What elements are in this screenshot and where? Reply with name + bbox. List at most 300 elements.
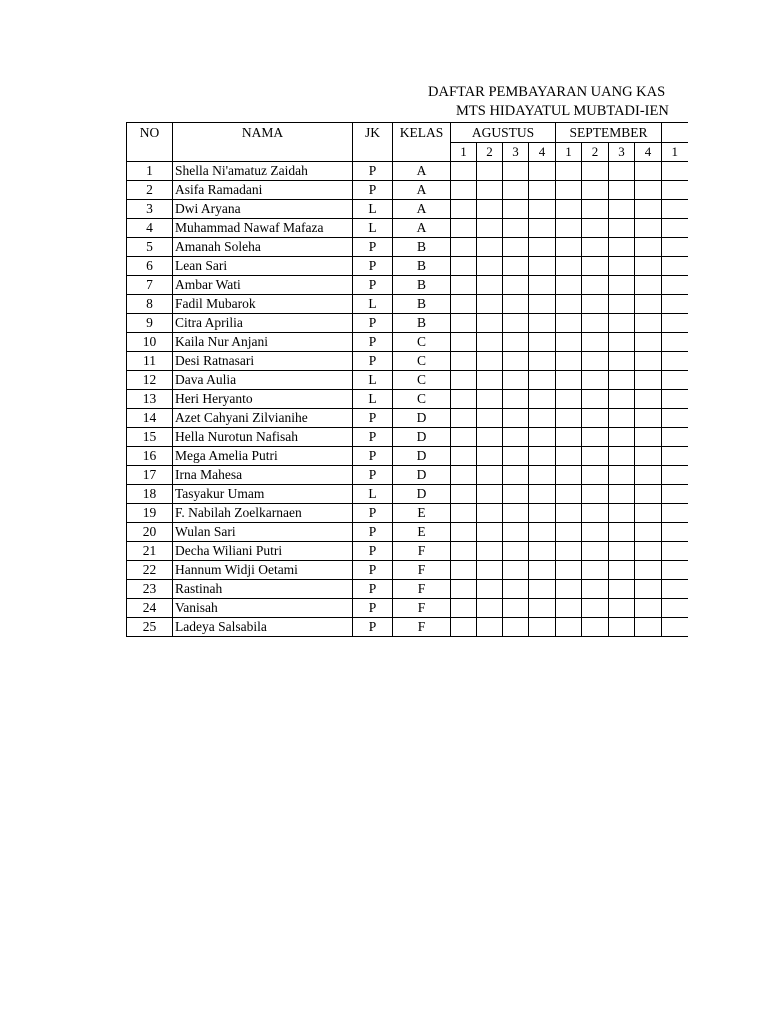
student-jk[interactable]: P (353, 466, 393, 485)
payment-cell[interactable] (582, 257, 609, 276)
payment-cell[interactable] (451, 618, 477, 637)
payment-cell[interactable] (609, 428, 635, 447)
payment-cell[interactable] (662, 485, 688, 504)
payment-cell[interactable] (582, 428, 609, 447)
student-kelas[interactable]: B (393, 257, 451, 276)
payment-cell[interactable] (582, 181, 609, 200)
student-jk[interactable]: P (353, 238, 393, 257)
student-no[interactable]: 11 (127, 352, 173, 371)
payment-cell[interactable] (529, 599, 556, 618)
student-jk[interactable]: L (353, 390, 393, 409)
payment-cell[interactable] (556, 219, 582, 238)
payment-cell[interactable] (451, 238, 477, 257)
payment-cell[interactable] (503, 409, 529, 428)
student-name[interactable]: Desi Ratnasari (173, 352, 353, 371)
student-jk[interactable]: P (353, 276, 393, 295)
payment-cell[interactable] (451, 409, 477, 428)
student-jk[interactable]: P (353, 181, 393, 200)
payment-cell[interactable] (582, 371, 609, 390)
student-name[interactable]: Shella Ni'amatuz Zaidah (173, 162, 353, 181)
payment-cell[interactable] (609, 504, 635, 523)
payment-cell[interactable] (609, 181, 635, 200)
payment-cell[interactable] (556, 200, 582, 219)
student-name[interactable]: Hella Nurotun Nafisah (173, 428, 353, 447)
payment-cell[interactable] (662, 276, 688, 295)
payment-cell[interactable] (477, 618, 503, 637)
student-kelas[interactable]: B (393, 238, 451, 257)
student-kelas[interactable]: F (393, 618, 451, 637)
payment-cell[interactable] (477, 390, 503, 409)
payment-cell[interactable] (609, 162, 635, 181)
payment-cell[interactable] (556, 561, 582, 580)
payment-cell[interactable] (451, 485, 477, 504)
payment-cell[interactable] (635, 295, 662, 314)
student-jk[interactable]: L (353, 200, 393, 219)
payment-cell[interactable] (503, 257, 529, 276)
payment-cell[interactable] (529, 162, 556, 181)
payment-cell[interactable] (556, 390, 582, 409)
payment-cell[interactable] (529, 390, 556, 409)
student-no[interactable]: 23 (127, 580, 173, 599)
payment-cell[interactable] (451, 466, 477, 485)
payment-cell[interactable] (662, 447, 688, 466)
student-no[interactable]: 2 (127, 181, 173, 200)
payment-cell[interactable] (477, 295, 503, 314)
payment-cell[interactable] (609, 390, 635, 409)
student-jk[interactable]: L (353, 371, 393, 390)
payment-cell[interactable] (582, 314, 609, 333)
student-no[interactable]: 16 (127, 447, 173, 466)
student-kelas[interactable]: C (393, 352, 451, 371)
payment-cell[interactable] (477, 314, 503, 333)
payment-cell[interactable] (556, 428, 582, 447)
payment-cell[interactable] (529, 371, 556, 390)
student-no[interactable]: 19 (127, 504, 173, 523)
student-name[interactable]: Dwi Aryana (173, 200, 353, 219)
payment-cell[interactable] (635, 333, 662, 352)
payment-cell[interactable] (609, 542, 635, 561)
student-jk[interactable]: P (353, 523, 393, 542)
payment-cell[interactable] (582, 504, 609, 523)
payment-cell[interactable] (529, 561, 556, 580)
payment-cell[interactable] (609, 580, 635, 599)
payment-cell[interactable] (529, 295, 556, 314)
student-jk[interactable]: L (353, 219, 393, 238)
payment-cell[interactable] (503, 295, 529, 314)
payment-cell[interactable] (609, 599, 635, 618)
payment-cell[interactable] (635, 409, 662, 428)
payment-cell[interactable] (451, 599, 477, 618)
student-kelas[interactable]: F (393, 599, 451, 618)
payment-cell[interactable] (662, 599, 688, 618)
payment-cell[interactable] (503, 561, 529, 580)
student-name[interactable]: Asifa Ramadani (173, 181, 353, 200)
payment-cell[interactable] (451, 219, 477, 238)
payment-cell[interactable] (662, 238, 688, 257)
payment-cell[interactable] (503, 618, 529, 637)
payment-cell[interactable] (529, 276, 556, 295)
student-kelas[interactable]: D (393, 447, 451, 466)
payment-cell[interactable] (451, 257, 477, 276)
student-kelas[interactable]: E (393, 504, 451, 523)
payment-cell[interactable] (503, 162, 529, 181)
student-jk[interactable]: P (353, 561, 393, 580)
payment-cell[interactable] (556, 599, 582, 618)
payment-cell[interactable] (556, 181, 582, 200)
payment-cell[interactable] (635, 181, 662, 200)
payment-cell[interactable] (635, 371, 662, 390)
student-kelas[interactable]: A (393, 219, 451, 238)
student-kelas[interactable]: F (393, 580, 451, 599)
student-kelas[interactable]: F (393, 561, 451, 580)
payment-cell[interactable] (609, 523, 635, 542)
payment-cell[interactable] (529, 447, 556, 466)
student-name[interactable]: Citra Aprilia (173, 314, 353, 333)
student-kelas[interactable]: B (393, 276, 451, 295)
payment-cell[interactable] (582, 618, 609, 637)
payment-cell[interactable] (582, 162, 609, 181)
payment-cell[interactable] (529, 257, 556, 276)
payment-cell[interactable] (635, 219, 662, 238)
student-name[interactable]: Decha Wiliani Putri (173, 542, 353, 561)
payment-cell[interactable] (529, 523, 556, 542)
payment-cell[interactable] (609, 485, 635, 504)
student-jk[interactable]: P (353, 580, 393, 599)
payment-cell[interactable] (556, 314, 582, 333)
payment-cell[interactable] (609, 561, 635, 580)
payment-cell[interactable] (503, 276, 529, 295)
payment-cell[interactable] (503, 580, 529, 599)
payment-cell[interactable] (582, 542, 609, 561)
payment-cell[interactable] (477, 162, 503, 181)
payment-cell[interactable] (529, 200, 556, 219)
payment-cell[interactable] (451, 276, 477, 295)
payment-cell[interactable] (529, 238, 556, 257)
payment-cell[interactable] (451, 561, 477, 580)
student-no[interactable]: 24 (127, 599, 173, 618)
payment-cell[interactable] (556, 162, 582, 181)
student-jk[interactable]: L (353, 485, 393, 504)
student-jk[interactable]: P (353, 542, 393, 561)
payment-cell[interactable] (662, 371, 688, 390)
student-no[interactable]: 21 (127, 542, 173, 561)
payment-cell[interactable] (477, 200, 503, 219)
payment-cell[interactable] (556, 371, 582, 390)
student-no[interactable]: 22 (127, 561, 173, 580)
student-no[interactable]: 25 (127, 618, 173, 637)
payment-cell[interactable] (582, 523, 609, 542)
payment-cell[interactable] (582, 599, 609, 618)
student-kelas[interactable]: F (393, 542, 451, 561)
payment-cell[interactable] (662, 466, 688, 485)
payment-cell[interactable] (503, 314, 529, 333)
payment-cell[interactable] (503, 238, 529, 257)
student-kelas[interactable]: C (393, 371, 451, 390)
payment-cell[interactable] (609, 314, 635, 333)
payment-cell[interactable] (635, 390, 662, 409)
student-kelas[interactable]: C (393, 390, 451, 409)
payment-cell[interactable] (529, 181, 556, 200)
payment-cell[interactable] (529, 485, 556, 504)
student-kelas[interactable]: A (393, 162, 451, 181)
student-no[interactable]: 14 (127, 409, 173, 428)
payment-cell[interactable] (582, 580, 609, 599)
payment-cell[interactable] (662, 504, 688, 523)
payment-cell[interactable] (582, 333, 609, 352)
student-kelas[interactable]: A (393, 181, 451, 200)
payment-cell[interactable] (635, 561, 662, 580)
student-no[interactable]: 8 (127, 295, 173, 314)
payment-cell[interactable] (609, 333, 635, 352)
student-name[interactable]: Muhammad Nawaf Mafaza (173, 219, 353, 238)
payment-cell[interactable] (635, 238, 662, 257)
payment-cell[interactable] (582, 352, 609, 371)
payment-cell[interactable] (529, 219, 556, 238)
payment-cell[interactable] (582, 409, 609, 428)
payment-cell[interactable] (662, 561, 688, 580)
payment-cell[interactable] (662, 333, 688, 352)
payment-cell[interactable] (556, 238, 582, 257)
payment-cell[interactable] (662, 409, 688, 428)
payment-cell[interactable] (609, 200, 635, 219)
payment-cell[interactable] (662, 352, 688, 371)
payment-cell[interactable] (503, 428, 529, 447)
payment-cell[interactable] (556, 409, 582, 428)
payment-cell[interactable] (662, 200, 688, 219)
student-no[interactable]: 4 (127, 219, 173, 238)
payment-cell[interactable] (477, 371, 503, 390)
payment-cell[interactable] (635, 523, 662, 542)
student-jk[interactable]: P (353, 599, 393, 618)
payment-cell[interactable] (582, 295, 609, 314)
student-no[interactable]: 7 (127, 276, 173, 295)
payment-cell[interactable] (635, 485, 662, 504)
student-name[interactable]: Wulan Sari (173, 523, 353, 542)
student-kelas[interactable]: D (393, 485, 451, 504)
payment-cell[interactable] (556, 466, 582, 485)
payment-cell[interactable] (477, 466, 503, 485)
student-name[interactable]: Irna Mahesa (173, 466, 353, 485)
payment-cell[interactable] (451, 542, 477, 561)
payment-cell[interactable] (477, 523, 503, 542)
payment-cell[interactable] (662, 162, 688, 181)
payment-cell[interactable] (477, 333, 503, 352)
student-no[interactable]: 13 (127, 390, 173, 409)
student-kelas[interactable]: B (393, 314, 451, 333)
payment-cell[interactable] (451, 314, 477, 333)
student-no[interactable]: 20 (127, 523, 173, 542)
payment-cell[interactable] (556, 295, 582, 314)
payment-cell[interactable] (582, 219, 609, 238)
payment-cell[interactable] (556, 523, 582, 542)
payment-cell[interactable] (451, 181, 477, 200)
payment-cell[interactable] (662, 295, 688, 314)
student-kelas[interactable]: D (393, 466, 451, 485)
student-jk[interactable]: P (353, 352, 393, 371)
payment-cell[interactable] (582, 390, 609, 409)
payment-cell[interactable] (477, 447, 503, 466)
payment-cell[interactable] (582, 485, 609, 504)
student-jk[interactable]: P (353, 409, 393, 428)
payment-cell[interactable] (635, 352, 662, 371)
payment-cell[interactable] (635, 618, 662, 637)
payment-cell[interactable] (609, 295, 635, 314)
payment-cell[interactable] (609, 618, 635, 637)
payment-cell[interactable] (609, 257, 635, 276)
payment-cell[interactable] (662, 580, 688, 599)
payment-cell[interactable] (662, 428, 688, 447)
payment-cell[interactable] (451, 523, 477, 542)
payment-cell[interactable] (477, 219, 503, 238)
student-name[interactable]: F. Nabilah Zoelkarnaen (173, 504, 353, 523)
student-name[interactable]: Dava Aulia (173, 371, 353, 390)
payment-cell[interactable] (635, 162, 662, 181)
payment-cell[interactable] (582, 276, 609, 295)
payment-cell[interactable] (529, 428, 556, 447)
student-no[interactable]: 6 (127, 257, 173, 276)
payment-cell[interactable] (529, 314, 556, 333)
payment-cell[interactable] (582, 238, 609, 257)
student-no[interactable]: 3 (127, 200, 173, 219)
payment-cell[interactable] (556, 485, 582, 504)
payment-cell[interactable] (529, 409, 556, 428)
payment-cell[interactable] (662, 618, 688, 637)
student-no[interactable]: 9 (127, 314, 173, 333)
payment-cell[interactable] (451, 200, 477, 219)
payment-cell[interactable] (477, 181, 503, 200)
payment-cell[interactable] (635, 580, 662, 599)
payment-cell[interactable] (503, 219, 529, 238)
payment-cell[interactable] (503, 200, 529, 219)
payment-cell[interactable] (451, 162, 477, 181)
student-jk[interactable]: P (353, 333, 393, 352)
payment-cell[interactable] (556, 333, 582, 352)
payment-cell[interactable] (451, 352, 477, 371)
payment-cell[interactable] (662, 314, 688, 333)
payment-cell[interactable] (503, 352, 529, 371)
payment-cell[interactable] (635, 314, 662, 333)
payment-cell[interactable] (635, 599, 662, 618)
payment-cell[interactable] (529, 333, 556, 352)
student-jk[interactable]: P (353, 162, 393, 181)
student-name[interactable]: Mega Amelia Putri (173, 447, 353, 466)
payment-cell[interactable] (582, 466, 609, 485)
payment-cell[interactable] (503, 504, 529, 523)
student-jk[interactable]: P (353, 257, 393, 276)
payment-cell[interactable] (503, 447, 529, 466)
payment-cell[interactable] (556, 352, 582, 371)
payment-cell[interactable] (477, 561, 503, 580)
payment-cell[interactable] (477, 485, 503, 504)
payment-cell[interactable] (503, 599, 529, 618)
payment-cell[interactable] (503, 523, 529, 542)
payment-cell[interactable] (451, 580, 477, 599)
payment-cell[interactable] (529, 466, 556, 485)
payment-cell[interactable] (451, 333, 477, 352)
payment-cell[interactable] (635, 504, 662, 523)
payment-cell[interactable] (503, 371, 529, 390)
payment-cell[interactable] (635, 542, 662, 561)
student-kelas[interactable]: D (393, 409, 451, 428)
payment-cell[interactable] (451, 295, 477, 314)
payment-cell[interactable] (582, 200, 609, 219)
payment-cell[interactable] (582, 447, 609, 466)
payment-cell[interactable] (556, 504, 582, 523)
payment-cell[interactable] (503, 485, 529, 504)
payment-cell[interactable] (582, 561, 609, 580)
student-name[interactable]: Ambar Wati (173, 276, 353, 295)
student-kelas[interactable]: C (393, 333, 451, 352)
student-no[interactable]: 18 (127, 485, 173, 504)
student-jk[interactable]: P (353, 447, 393, 466)
student-name[interactable]: Amanah Soleha (173, 238, 353, 257)
payment-cell[interactable] (609, 466, 635, 485)
student-name[interactable]: Vanisah (173, 599, 353, 618)
payment-cell[interactable] (529, 542, 556, 561)
student-name[interactable]: Heri Heryanto (173, 390, 353, 409)
payment-cell[interactable] (635, 276, 662, 295)
payment-cell[interactable] (477, 599, 503, 618)
payment-cell[interactable] (662, 523, 688, 542)
student-jk[interactable]: P (353, 428, 393, 447)
student-no[interactable]: 10 (127, 333, 173, 352)
student-no[interactable]: 12 (127, 371, 173, 390)
student-kelas[interactable]: A (393, 200, 451, 219)
payment-cell[interactable] (635, 200, 662, 219)
student-no[interactable]: 17 (127, 466, 173, 485)
payment-cell[interactable] (556, 447, 582, 466)
payment-cell[interactable] (451, 390, 477, 409)
payment-cell[interactable] (556, 542, 582, 561)
student-no[interactable]: 15 (127, 428, 173, 447)
payment-cell[interactable] (609, 409, 635, 428)
payment-cell[interactable] (529, 618, 556, 637)
payment-cell[interactable] (477, 542, 503, 561)
payment-cell[interactable] (529, 580, 556, 599)
student-kelas[interactable]: D (393, 428, 451, 447)
payment-cell[interactable] (529, 352, 556, 371)
payment-cell[interactable] (477, 428, 503, 447)
student-kelas[interactable]: B (393, 295, 451, 314)
payment-cell[interactable] (609, 276, 635, 295)
student-jk[interactable]: P (353, 314, 393, 333)
student-name[interactable]: Kaila Nur Anjani (173, 333, 353, 352)
payment-cell[interactable] (635, 257, 662, 276)
payment-cell[interactable] (477, 504, 503, 523)
payment-cell[interactable] (556, 276, 582, 295)
payment-cell[interactable] (451, 447, 477, 466)
payment-cell[interactable] (662, 181, 688, 200)
payment-cell[interactable] (556, 580, 582, 599)
student-jk[interactable]: P (353, 504, 393, 523)
payment-cell[interactable] (609, 447, 635, 466)
payment-cell[interactable] (662, 390, 688, 409)
payment-cell[interactable] (609, 371, 635, 390)
student-name[interactable]: Fadil Mubarok (173, 295, 353, 314)
student-jk[interactable]: L (353, 295, 393, 314)
payment-cell[interactable] (635, 466, 662, 485)
payment-cell[interactable] (662, 542, 688, 561)
payment-cell[interactable] (477, 276, 503, 295)
payment-cell[interactable] (609, 238, 635, 257)
payment-cell[interactable] (503, 542, 529, 561)
payment-cell[interactable] (662, 257, 688, 276)
student-name[interactable]: Rastinah (173, 580, 353, 599)
payment-cell[interactable] (503, 181, 529, 200)
payment-cell[interactable] (477, 580, 503, 599)
student-name[interactable]: Azet Cahyani Zilvianihe (173, 409, 353, 428)
payment-cell[interactable] (609, 219, 635, 238)
